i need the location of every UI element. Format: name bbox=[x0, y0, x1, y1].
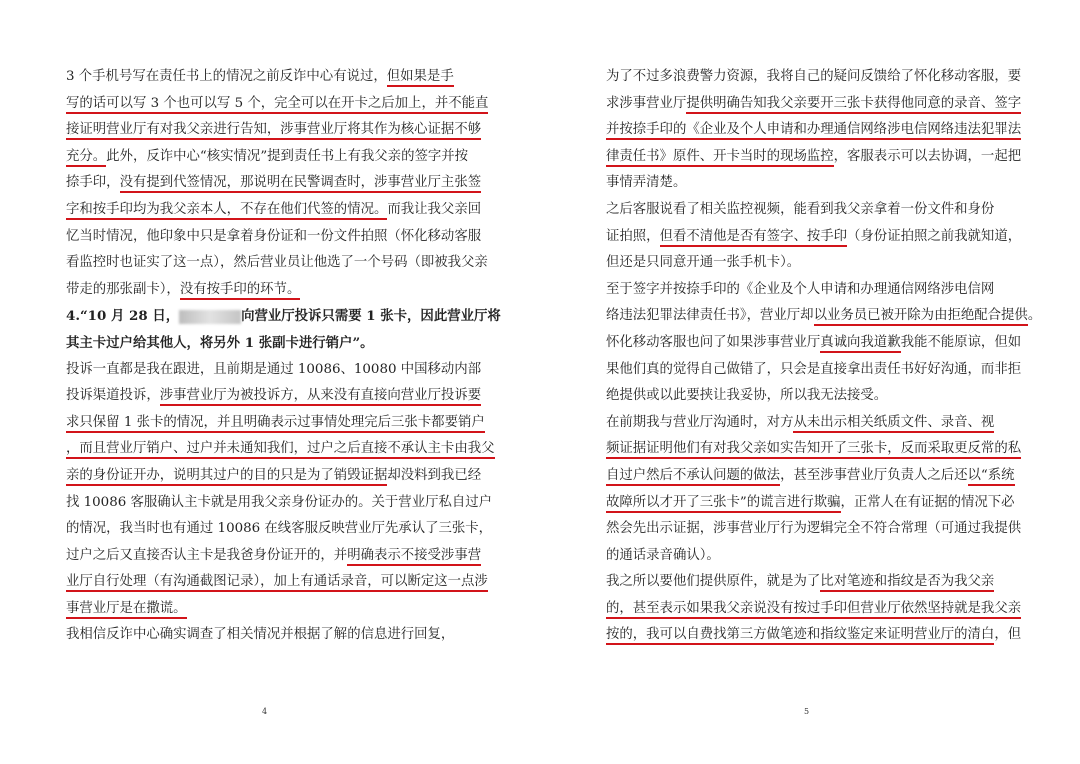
text-span: ，正常人在有证据的情况下必 bbox=[840, 494, 1015, 510]
text-line bbox=[66, 277, 476, 304]
underlined-text: 接证明营业厅有对我父亲进行告知，涉事营业厅将其作为核心证据不够 bbox=[66, 122, 481, 140]
underlined-text: 以业务员已被开除为由拒绝配合提供 bbox=[814, 308, 1028, 326]
redacted-name-blur bbox=[179, 310, 241, 324]
underlined-text: 涉事营业厅为被投诉方，从来没有直接向营业厅投诉要 bbox=[160, 388, 481, 406]
text-line bbox=[606, 436, 1022, 463]
text-line bbox=[606, 569, 1016, 596]
text-span: 。 bbox=[1027, 308, 1042, 324]
text-span: 投诉一直都是我在跟进，且前期是通过 10086、10080 中国移动内部 bbox=[66, 361, 482, 377]
underlined-text: 字和按手印均为我父亲本人，不存在他们代签的情况。 bbox=[66, 202, 387, 220]
underlined-text: 没有提到代签情况，那说明在民警调查时，涉事营业厅主张签 bbox=[120, 175, 482, 193]
text-column-right bbox=[606, 64, 1042, 649]
text-span: 忆当时情况，他印象中只是拿着身份证和一份文件拍照（怀化移动客服 bbox=[66, 228, 482, 244]
text-span: 怀化移动客服也问了如果涉事营业厅 bbox=[606, 334, 821, 350]
text-line bbox=[66, 117, 482, 144]
text-span: 我相信反诈中心确实调查了相关情况并根据了解的信息进行回复， bbox=[66, 627, 455, 643]
text-span: 找 10086 客服确认主卡就是用我父亲身份证办的。关于营业厅私自过户 bbox=[66, 494, 493, 510]
text-line bbox=[66, 436, 495, 463]
text-line bbox=[606, 596, 1022, 623]
text-span: ，客服表示可以去协调，一起把 bbox=[833, 148, 1022, 164]
underlined-text: ，而且营业厅销户、过户并未通知我们，过户之后直接不承认主卡由我父 bbox=[66, 441, 495, 459]
text-span: 我之所以要他们提供原件，就是为了 bbox=[606, 574, 821, 590]
text-line bbox=[66, 250, 488, 277]
underlined-text: 自过户然后不承认问题的做法 bbox=[606, 468, 780, 486]
underlined-text: 但如果是手 bbox=[387, 69, 454, 87]
text-line bbox=[606, 277, 1016, 304]
text-line bbox=[606, 516, 1022, 543]
text-span: 绝提供或以此要挟让我妥协，所以我无法接受。 bbox=[606, 388, 888, 404]
text-span: 我能不能原谅，但如 bbox=[900, 334, 1022, 350]
underlined-text: 真诚向我道歉 bbox=[820, 335, 900, 353]
underlined-text: 以“系统 bbox=[968, 468, 1015, 486]
text-span: ，甚至涉事营业厅负责人之后还 bbox=[780, 467, 968, 483]
text-line bbox=[66, 330, 476, 357]
underlined-text: 律责任书》原件、开卡当时的现场监控 bbox=[606, 149, 834, 167]
text-line bbox=[66, 383, 482, 410]
text-span: （身份证拍照之前我就知道， bbox=[847, 228, 1022, 244]
text-line bbox=[606, 463, 1016, 490]
text-span: 而我让我父亲回 bbox=[387, 201, 482, 217]
text-line bbox=[606, 91, 1022, 118]
underlined-text: 事营业厅是在撒谎。 bbox=[66, 601, 187, 619]
text-span: 然会先出示证据，涉事营业厅行为逻辑完全不符合常理（可通过我提供 bbox=[606, 521, 1022, 537]
text-line bbox=[606, 357, 1022, 384]
text-line bbox=[66, 144, 476, 171]
text-line bbox=[66, 357, 482, 384]
text-line bbox=[66, 490, 493, 517]
text-line bbox=[66, 622, 476, 649]
underlined-text: 但看不清他是否有签字、按手印 bbox=[660, 229, 847, 247]
text-line bbox=[66, 64, 476, 91]
text-span: 果他们真的觉得自己做错了，只会是直接拿出责任书好好沟通，而非拒 bbox=[606, 361, 1022, 377]
text-span: 向营业厅投诉只需要 1 张卡，因此营业厅将 bbox=[241, 308, 501, 325]
underlined-text: 从未出示相关纸质文件、录音、视 bbox=[793, 415, 994, 433]
text-span: 在前期我与营业厅沟通时，对方 bbox=[606, 414, 794, 430]
page-5 bbox=[540, 0, 1080, 764]
text-line bbox=[66, 170, 482, 197]
underlined-text: 故障所以才开了三张卡”的谎言进行欺骗 bbox=[606, 495, 841, 513]
text-span: 求涉事营业厅 bbox=[606, 95, 687, 111]
text-line bbox=[66, 569, 488, 596]
underlined-text: 业厅自行处理（有沟通截图记录），加上有通话录音，可以断定这一点涉 bbox=[66, 574, 488, 592]
text-span: 过户之后又直接否认主卡是我爸身份证开的，并 bbox=[66, 547, 348, 563]
text-span: 之后客服说看了相关监控视频，能看到我父亲拿着一份文件和身份 bbox=[606, 201, 995, 217]
underlined-text: 的， bbox=[606, 601, 633, 619]
text-span: 络违法犯罪法律责任书》，营业厅却 bbox=[606, 308, 814, 324]
text-span: 其主卡过户给其他人，将另外 1 张副卡进行销户”。 bbox=[66, 334, 374, 351]
underlined-text: 并按捺手印的《企业及个人申请和办理通信网络涉电信网络违法犯罪法 bbox=[606, 122, 1021, 140]
text-line bbox=[606, 224, 1022, 251]
underlined-text: 频证据证明他们有对我父亲如实告知开了三张卡，反而采取更反常的私 bbox=[606, 441, 1021, 459]
page-number: 4 bbox=[262, 707, 268, 716]
text-line bbox=[606, 490, 1016, 517]
text-span: 带走的那张副卡）， bbox=[66, 281, 180, 297]
text-line bbox=[66, 224, 482, 251]
text-span: 投诉渠道投诉， bbox=[66, 388, 160, 404]
underlined-text: 充分。 bbox=[66, 149, 106, 167]
underlined-text: 求只保留 1 张卡的情况，并且明确表示过事情处理完后三张卡都要销户 bbox=[66, 415, 485, 433]
text-span: 却没料到我已经 bbox=[387, 467, 482, 483]
text-span: 事情弄清楚。 bbox=[606, 175, 687, 191]
text-line bbox=[606, 117, 1022, 144]
text-span: 此外，反诈中心“核实情况”提到责任书上有我父亲的签字并按 bbox=[106, 148, 469, 164]
underlined-text: 比对笔迹和指纹是否为我父亲 bbox=[820, 574, 994, 592]
text-span: 的情况，我当时也有通过 10086 在线客服反映营业厅先承认了三张卡， bbox=[66, 521, 493, 537]
text-line bbox=[66, 543, 482, 570]
text-line bbox=[606, 622, 1022, 649]
text-span: 看监控时也证实了这一点），然后营业员让他选了一个号码（即被我父亲 bbox=[66, 255, 488, 271]
text-line bbox=[66, 463, 482, 490]
text-line bbox=[606, 170, 1016, 197]
text-span: 的通话录音确认）。 bbox=[606, 547, 720, 563]
underlined-text: 没有按手印的环节。 bbox=[180, 282, 301, 300]
page-number: 5 bbox=[804, 707, 810, 716]
text-span: 4.“10 月 28 日， bbox=[66, 308, 180, 325]
underlined-text: 亲的身份证开办，说明其过户的目的只是为了销毁证据 bbox=[66, 468, 387, 486]
text-column-left bbox=[66, 64, 501, 649]
text-span: 为了不过多浪费警力资源，我将自己的疑问反馈给了怀化移动客服，要 bbox=[606, 69, 1022, 84]
text-span: 3 个手机号写在责任书上的情况之前反诈中心有说过， bbox=[66, 69, 387, 84]
text-span: ，但 bbox=[994, 627, 1022, 643]
underlined-text: 写的话可以写 3 个也可以写 5 个，完全可以在开卡之后加上，并不能直 bbox=[66, 96, 488, 114]
text-line bbox=[606, 197, 1016, 224]
text-line bbox=[606, 64, 1022, 91]
text-line bbox=[66, 596, 476, 623]
text-line bbox=[606, 144, 1022, 171]
underlined-text: 明确表示不接受涉事营 bbox=[347, 548, 481, 566]
text-line bbox=[606, 410, 1016, 437]
text-line bbox=[606, 330, 1022, 357]
text-line bbox=[606, 250, 1016, 277]
text-span: 但还是只同意开通一张手机卡）。 bbox=[606, 255, 801, 271]
text-span: 至于签字并按捺手印的《企业及个人申请和办理通信网络涉电信网 bbox=[606, 281, 995, 297]
text-line bbox=[606, 303, 1042, 330]
text-line bbox=[66, 303, 501, 330]
text-line bbox=[66, 410, 485, 437]
underlined-text: 提供明确告知我父亲要开三张卡获得他同意的录音、签字 bbox=[686, 96, 1021, 114]
underlined-text: 按的，我可以自费找第三方做笔迹和指纹鉴定来证明营业厅的清白 bbox=[606, 627, 994, 645]
text-line bbox=[66, 516, 493, 543]
text-span: 证拍照， bbox=[606, 228, 660, 244]
underlined-text: 甚至表示如果我父亲说没有按过手印但营业厅依然坚持就是我父亲 bbox=[633, 601, 1021, 619]
text-line bbox=[606, 543, 1016, 570]
text-line bbox=[66, 91, 489, 118]
text-line bbox=[606, 383, 1016, 410]
text-span: 捺手印， bbox=[66, 175, 120, 191]
text-line bbox=[66, 197, 482, 224]
